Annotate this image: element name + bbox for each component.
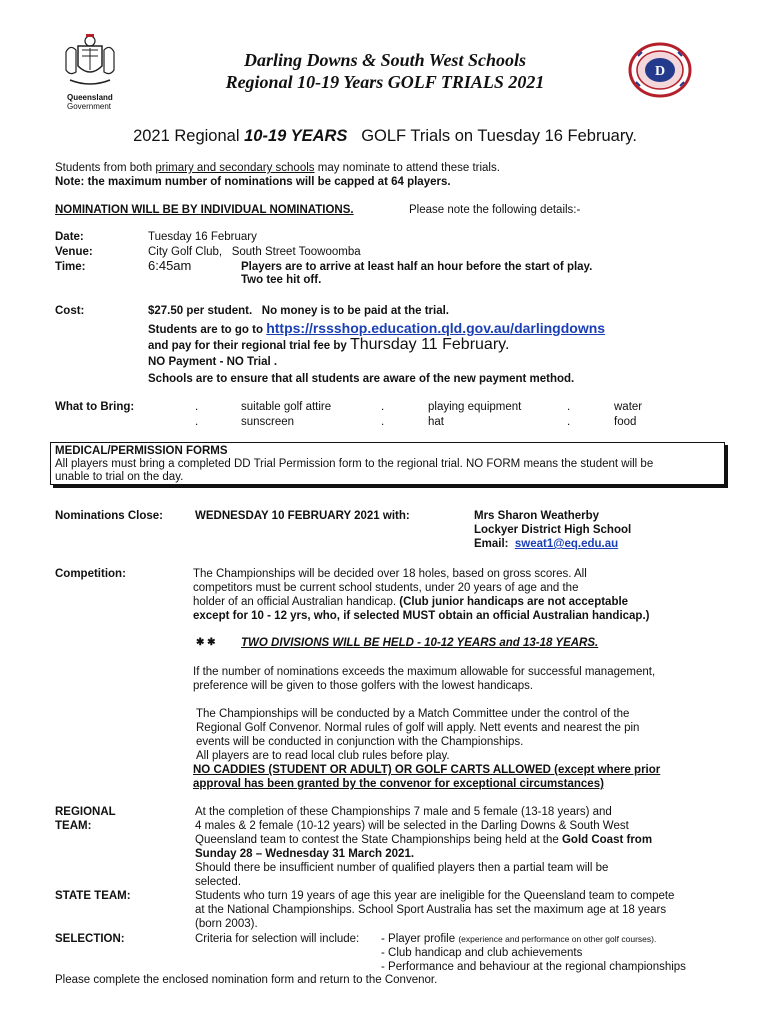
contact-school: Lockyer District High School (474, 524, 632, 536)
footer-note: Please complete the enclosed nomination form and return to the Convenor. (55, 974, 438, 986)
contact-email-line (474, 537, 618, 551)
regional-text (195, 833, 652, 847)
state-text: at the National Championships. School Sport Australia has set the maximum age at 18 years (195, 904, 667, 916)
subtitle-bold: 10-19 YEARS (244, 127, 348, 145)
time-note-1: Players are to arrive at least half an hour before the start of play. (241, 261, 593, 273)
bring-item: food (614, 416, 637, 428)
cost-line-3 (148, 336, 509, 355)
bring-item: hat (428, 416, 444, 428)
logo-text-queensland: Queensland (67, 93, 113, 102)
selection-criterion: - Club handicap and club achievements (381, 947, 583, 959)
darling-downs-emblem (628, 42, 692, 98)
criterion-player-profile-note: (experience and performance on other golf courses). (458, 934, 657, 944)
intro-underlined: primary and secondary schools (155, 162, 315, 174)
intro-line (55, 161, 500, 175)
date-label: Date: (55, 231, 84, 243)
subtitle (0, 126, 770, 146)
time-note-2: Two tee hit off. (241, 274, 322, 286)
title-line-1: Darling Downs & South West Schools (244, 50, 526, 70)
regional-venue-bold: Gold Coast from (561, 834, 653, 846)
emblem-icon (628, 42, 692, 98)
close-date: WEDNESDAY 10 FEBRUARY 2021 with: (195, 510, 410, 522)
logo-text-government: Government (67, 102, 112, 111)
conduct-text: The Championships will be conducted by a Match Committee under the control of the (196, 708, 630, 720)
bring-bullet: . (195, 401, 199, 413)
regional-venue-pre: Queensland team to contest the State Championships being held at the (195, 834, 562, 846)
nomination-heading: NOMINATION WILL BE BY INDIVIDUAL NOMINATIONS. (55, 204, 354, 216)
regional-text: At the completion of these Championships 7 male and 5 female (13-18 years) and (195, 806, 612, 818)
bring-item: playing equipment (428, 401, 522, 413)
payment-deadline: Thursday 11 February. (349, 336, 510, 353)
svg-text:D: D (654, 64, 666, 79)
selection-intro: Criteria for selection will include: (195, 933, 360, 945)
conduct-text: All players are to read local club rules before play. (196, 750, 450, 762)
selection-label: SELECTION: (55, 933, 125, 945)
medical-box (50, 442, 725, 485)
intro-pre: Students from both (55, 162, 156, 174)
criterion-player-profile: - Player profile (381, 933, 459, 945)
regional-text: selected. (195, 876, 242, 888)
medical-line-2: unable to trial on the day. (55, 471, 184, 483)
medical-heading: MEDICAL/PERMISSION FORMS (55, 445, 228, 457)
subtitle-post: GOLF Trials on Tuesday 16 February. (347, 127, 637, 145)
caddies-rule: approval has been granted by the convenor for exceptional circumstances) (193, 778, 604, 790)
regional-text: Should there be insufficient number of qualified players then a partial team will be (195, 862, 609, 874)
regional-dates: Sunday 28 – Wednesday 31 March 2021. (195, 848, 415, 860)
payment-link[interactable]: https://rssshop.education.qld.gov.au/darlingdowns (266, 320, 606, 336)
cost-line-4: NO Payment - NO Trial . (148, 356, 278, 368)
intro-post: may nominate to attend these trials. (314, 162, 500, 174)
conduct-text: Regional Golf Convenor. Normal rules of golf will apply. Nett events and nearest the pin (196, 722, 640, 734)
cost-line-5: Schools are to ensure that all students are aware of the new payment method. (148, 373, 575, 385)
regional-text: 4 males & 2 female (10-12 years) will be selected in the Darling Downs & South West (195, 820, 629, 832)
bring-label: What to Bring: (55, 401, 135, 413)
title-line-2: Regional 10-19 Years GOLF TRIALS 2021 (225, 72, 545, 92)
nomination-detail: Please note the following details:- (409, 204, 581, 216)
nominations-text: If the number of nominations exceeds the maximum allowable for successful management, (193, 666, 656, 678)
bring-bullet: . (567, 401, 571, 413)
bring-bullet: . (381, 401, 385, 413)
divisions-stars: ✱ ✱ (196, 637, 216, 648)
date-value: Tuesday 16 February (148, 231, 257, 243)
bring-item: suitable golf attire (241, 401, 332, 413)
caddies-rule: NO CADDIES (STUDENT OR ADULT) OR GOLF CARTS ALLOWED (except where prior (193, 764, 661, 776)
venue-label: Venue: (55, 246, 93, 258)
state-text: (born 2003). (195, 918, 258, 930)
close-label: Nominations Close: (55, 510, 163, 522)
medical-line-1: All players must bring a completed DD Trial Permission form to the regional trial. NO FORM means the student will be (55, 458, 654, 470)
intro-note: Note: the maximum number of nominations will be capped at 64 players. (55, 176, 451, 188)
time-value: 6:45am (148, 258, 192, 273)
handicap-bold: (Club junior handicaps are not acceptable (399, 596, 629, 608)
subtitle-pre: 2021 Regional (133, 127, 245, 145)
bring-item: sunscreen (241, 416, 295, 428)
conduct-text: events will be conducted in conjunction with the Championships. (196, 736, 524, 748)
regional-label: REGIONAL (55, 806, 116, 818)
selection-criterion (381, 932, 656, 946)
venue-value: City Golf Club, South Street Toowoomba (148, 246, 361, 258)
regional-label-team: TEAM: (55, 820, 92, 832)
selection-criterion: - Performance and behaviour at the regional championships (381, 961, 686, 973)
competition-text (193, 595, 628, 609)
divisions-heading: TWO DIVISIONS WILL BE HELD - 10-12 YEARS and 13-18 YEARS. (241, 637, 599, 649)
state-label: STATE TEAM: (55, 890, 131, 902)
nominations-text: preference will be given to those golfers with the lowest handicaps. (193, 680, 534, 692)
state-text: Students who turn 19 years of age this year are ineligible for the Queensland team to compete (195, 890, 675, 902)
handicap-pre: holder of an official Australian handicap. (193, 596, 400, 608)
cost-line-3-pre: and pay for their regional trial fee by (148, 340, 350, 352)
time-label: Time: (55, 261, 86, 273)
cost-line-2-pre: Students are to go to (148, 324, 267, 336)
email-label: Email: (474, 538, 515, 550)
bring-item: water (614, 401, 643, 413)
email-link[interactable]: sweat1@eq.edu.au (514, 538, 619, 550)
competition-label: Competition: (55, 568, 126, 580)
bring-bullet: . (567, 416, 571, 428)
contact-name: Mrs Sharon Weatherby (474, 510, 600, 522)
competition-text: competitors must be current school students, under 20 years of age and the (193, 582, 579, 594)
bring-bullet: . (381, 416, 385, 428)
bring-bullet: . (195, 416, 199, 428)
handicap-exception: except for 10 - 12 yrs, who, if selected MUST obtain an official Australian handicap.) (193, 610, 650, 622)
cost-label: Cost: (55, 305, 85, 317)
competition-text: The Championships will be decided over 18 holes, based on gross scores. All (193, 568, 587, 580)
cost-line-1: $27.50 per student. No money is to be paid at the trial. (148, 305, 449, 317)
